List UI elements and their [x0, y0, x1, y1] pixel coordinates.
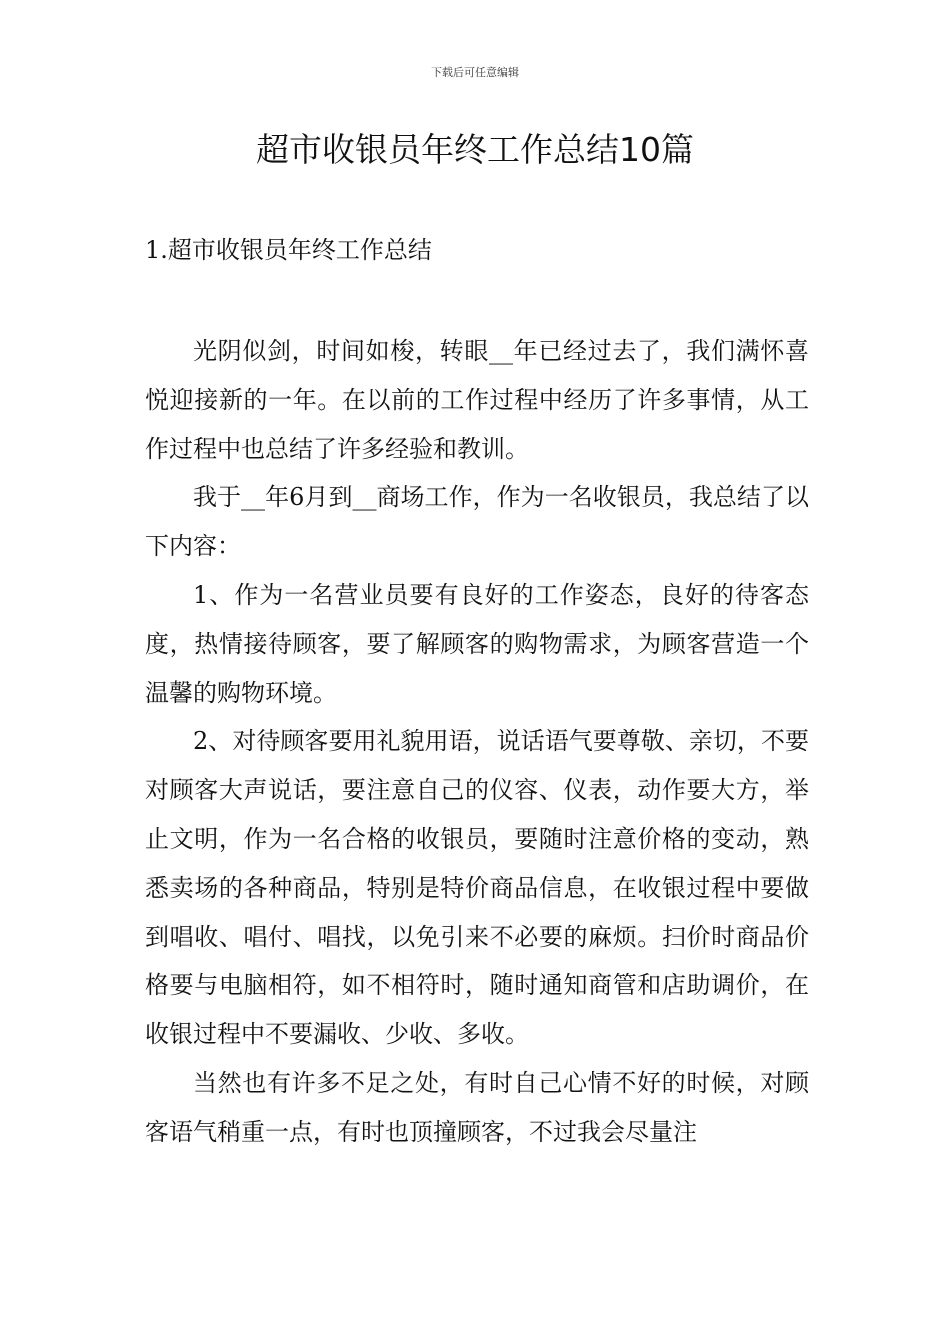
paragraph: 2、对待顾客要用礼貌用语，说话语气要尊敬、亲切，不要对顾客大声说话，要注意自己的仪容、仪表，动作要大方，举止文明，作为一名合格的收银员，要随时注意价格的变动，熟悉卖场的各种商品，特别是特价商品信息，在收银过程中要做到唱收、唱付、唱找，以免引来不必要的麻烦。扫价时商品价格要与电脑相符，如不相符时，随时通知商管和店助调价，在收银过程中不要漏收、少收、多收。: [145, 727, 809, 1049]
paragraph: 光阴似剑，时间如梭，转眼__年已经过去了，我们满怀喜悦迎接新的一年。在以前的工作过程中经历了许多事情，从工作过程中也总结了许多经验和教训。: [145, 337, 809, 463]
paragraph: 我于__年6月到__商场工作，作为一名收银员，我总结了以下内容：: [145, 483, 809, 561]
body-text: [145, 327, 809, 1157]
section-heading: 1.超市收银员年终工作总结: [145, 236, 432, 264]
paragraph: 当然也有许多不足之处，有时自己心情不好的时候，对顾客语气稍重一点，有时也顶撞顾客，不过我会尽量注: [145, 1068, 809, 1146]
header-note: 下载后可任意编辑: [431, 66, 519, 79]
paragraph: 1、作为一名营业员要有良好的工作姿态，良好的待客态度，热情接待顾客，要了解顾客的购物需求，为顾客营造一个温馨的购物环境。: [145, 580, 809, 707]
document-title: 超市收银员年终工作总结10篇: [256, 130, 694, 169]
